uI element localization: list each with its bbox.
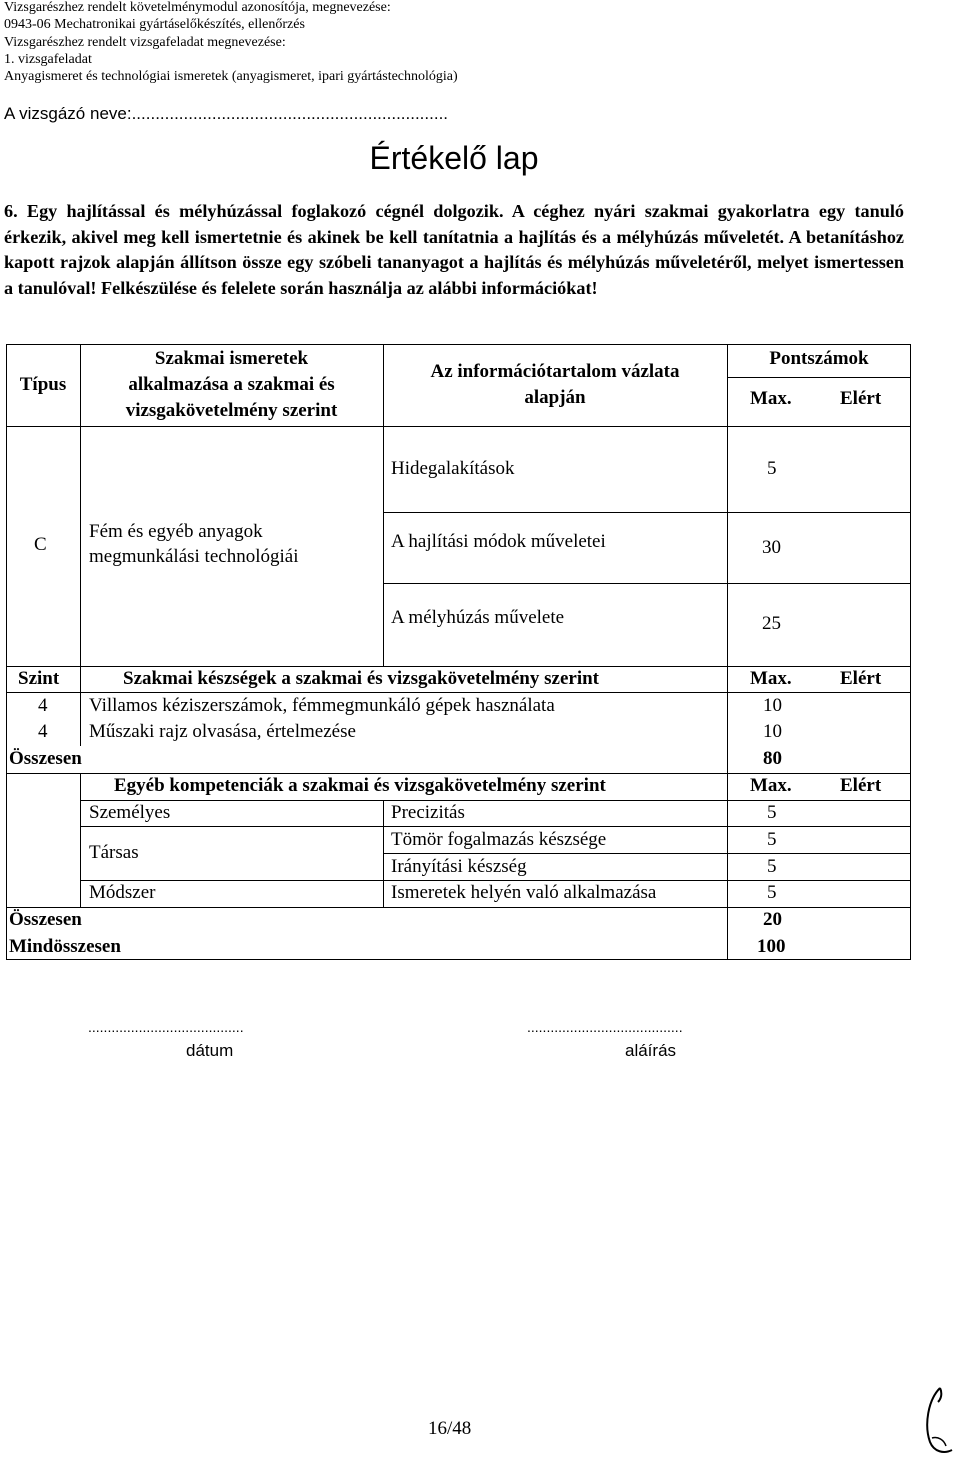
task-text: 6. Egy hajlítással és mélyhúzással foglakozó cégnél dolgozik. A céghez nyári szakmai gyakorlatra egy tanuló érkezik, akivel meg kell ismertetnie és akinek be kell tanítatnia a hajlítás és a mélyhúzás műveletét. A betanításhoz kapott rajzok alapján állítson össze egy szóbeli tananyagot a hajlítás és mélyhúzás műveletéről, melyet ismertessen a tanulóval! Felkészülése és felelete során használja az alábbi információkat! xyxy=(4,201,904,298)
table-row-max: 30 xyxy=(762,537,781,558)
other-concise-max: 5 xyxy=(767,829,777,850)
col-knowledge-header-1: Szakmai ismeretek xyxy=(154,348,309,369)
table-row-max: 25 xyxy=(762,613,781,634)
table-row-label: A hajlítási módok műveletei xyxy=(391,531,606,552)
other-concise: Tömör fogalmazás készsége xyxy=(391,829,607,850)
skill-max: 10 xyxy=(763,695,782,716)
other-application-max: 5 xyxy=(767,882,777,903)
other-personal: Személyes xyxy=(89,802,171,823)
table-row-label: A mélyhúzás művelete xyxy=(391,607,565,628)
sum1-label: Összesen xyxy=(9,748,82,769)
skills-level-header: Szint xyxy=(18,668,60,689)
sum2-value: 20 xyxy=(763,909,782,930)
col-type-header: Típus xyxy=(19,374,67,395)
col-info-header-2: alapján xyxy=(524,387,586,408)
other-achieved-header: Elért xyxy=(840,775,882,796)
skill-label: Műszaki rajz olvasása, értelmezése xyxy=(89,721,356,742)
other-application: Ismeretek helyén való alkalmazása xyxy=(391,882,657,903)
table-row-label: Hidegalakítások xyxy=(391,458,515,479)
task-description xyxy=(4,199,904,301)
other-social: Társas xyxy=(89,842,139,863)
skill-label: Villamos kéziszerszámok, fémmegmunkáló gépek használata xyxy=(89,695,555,716)
col-max-header: Max. xyxy=(750,388,792,409)
section-type: C xyxy=(34,534,47,555)
header-task-name: Anyagismeret és technológiai ismeretek (anyagismeret, ipari gyártástechnológia) xyxy=(4,69,458,84)
section-topic-1: Fém és egyéb anyagok xyxy=(89,521,263,542)
col-achieved-header: Elért xyxy=(840,388,882,409)
other-leading: Irányítási készség xyxy=(391,856,527,877)
col-knowledge-header-2: alkalmazása a szakmai és xyxy=(128,374,335,395)
date-label: dátum xyxy=(186,1041,234,1060)
skills-max-header: Max. xyxy=(750,668,792,689)
candidate-name-line: A vizsgázó neve:................................................................... xyxy=(4,104,449,123)
other-leading-max: 5 xyxy=(767,856,777,877)
skills-achieved-header: Elért xyxy=(840,668,882,689)
other-precision-max: 5 xyxy=(767,802,777,823)
sum1-value: 80 xyxy=(763,748,782,769)
col-points-header: Pontszámok xyxy=(769,348,869,369)
header-module-name: 0943-06 Mechatronikai gyártáselőkészítés, ellenőrzés xyxy=(4,17,305,32)
section-topic-2: megmunkálási technológiái xyxy=(89,546,299,567)
total-label: Mindösszesen xyxy=(9,936,121,957)
other-precision: Precizitás xyxy=(391,802,465,823)
table-row-max: 5 xyxy=(767,458,777,479)
skill-level: 4 xyxy=(38,721,48,742)
col-knowledge-header-3: vizsgakövetelmény szerint xyxy=(125,400,338,421)
col-info-header-1: Az információtartalom vázlata xyxy=(430,361,680,382)
page-title: Értékelő lap xyxy=(369,140,539,176)
signature-dots: ........................................ xyxy=(527,1019,683,1035)
other-method: Módszer xyxy=(89,882,156,903)
header-module-label: Vizsgarészhez rendelt követelménymodul azonosítója, megnevezése: xyxy=(4,0,391,15)
date-dots: ........................................ xyxy=(88,1019,244,1035)
total-value: 100 xyxy=(757,936,786,957)
other-max-header: Max. xyxy=(750,775,792,796)
signature-label: aláírás xyxy=(625,1041,677,1060)
other-title: Egyéb kompetenciák a szakmai és vizsgakövetelmény szerint xyxy=(114,775,606,796)
skill-level: 4 xyxy=(38,695,48,716)
handwritten-mark-icon xyxy=(918,1380,958,1460)
header-task-label: Vizsgarészhez rendelt vizsgafeladat megnevezése: xyxy=(4,35,286,50)
header-task-number: 1. vizsgafeladat xyxy=(4,52,92,67)
page-number: 16/48 xyxy=(428,1418,472,1439)
skills-title: Szakmai készségek a szakmai és vizsgakövetelmény szerint xyxy=(123,668,599,689)
skill-max: 10 xyxy=(763,721,782,742)
sum2-label: Összesen xyxy=(9,909,82,930)
